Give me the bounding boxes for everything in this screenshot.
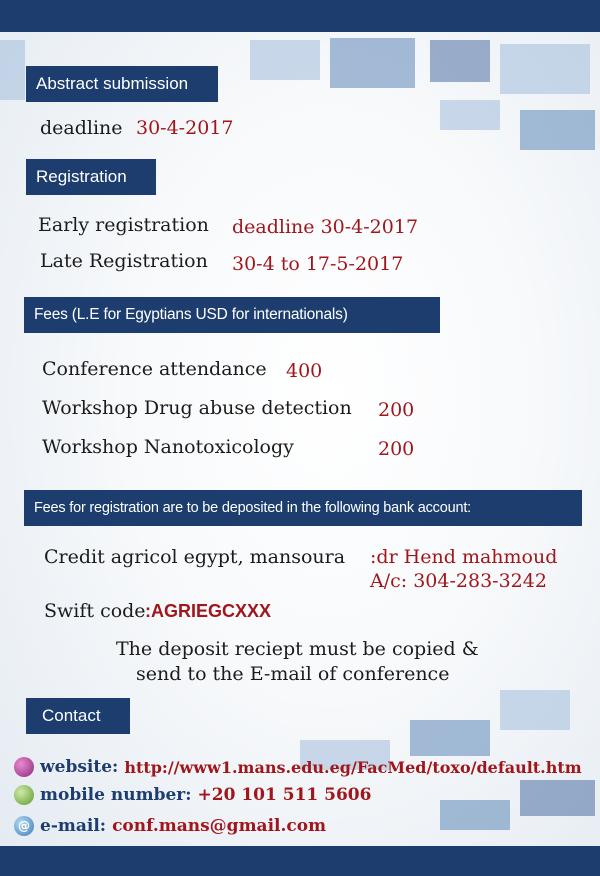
bottom-bar xyxy=(0,846,600,876)
at-icon: @ xyxy=(14,816,34,836)
abstract-header: Abstract submission xyxy=(26,66,218,102)
mobile-label: mobile number: xyxy=(40,785,192,805)
late-registration-value: 30-4 to 17-5-2017 xyxy=(232,253,404,275)
website-label: website: xyxy=(40,757,119,777)
bank-name: Credit agricol egypt, mansoura xyxy=(44,546,346,568)
mobile-row xyxy=(14,783,371,807)
email-row xyxy=(14,814,326,838)
swift-value: :AGRIEGCXXX xyxy=(145,601,272,621)
late-registration-label: Late Registration xyxy=(40,250,208,272)
early-registration-value: deadline 30-4-2017 xyxy=(232,216,419,238)
deposit-note-line1: The deposit reciept must be copied & xyxy=(116,638,479,660)
phone-icon xyxy=(14,785,34,805)
email-link[interactable]: conf.mans@gmail.com xyxy=(112,816,327,836)
fee-value-0: 400 xyxy=(286,360,323,382)
globe-icon xyxy=(14,757,34,777)
early-registration-label: Early registration xyxy=(38,214,209,236)
account-holder: :dr Hend mahmoud xyxy=(370,546,558,568)
fee-label-0: Conference attendance xyxy=(42,358,267,380)
fee-label-2: Workshop Nanotoxicology xyxy=(42,436,294,458)
account-number: A/c: 304-283-3242 xyxy=(370,570,547,592)
fees-header: Fees (L.E for Egyptians USD for internationals) xyxy=(24,297,440,333)
email-label: e-mail: xyxy=(40,816,107,836)
abstract-deadline-date: 30-4-2017 xyxy=(136,117,234,139)
website-row xyxy=(14,755,582,779)
fee-value-2: 200 xyxy=(378,438,415,460)
top-bar xyxy=(0,0,600,32)
bank-header: Fees for registration are to be deposited in the following bank account: xyxy=(24,490,582,526)
registration-header: Registration xyxy=(26,159,156,195)
fee-value-1: 200 xyxy=(378,399,415,421)
contact-header: Contact xyxy=(26,698,130,734)
fee-label-1: Workshop Drug abuse detection xyxy=(42,397,352,419)
deposit-note-line2: send to the E-mail of conference xyxy=(136,663,450,685)
abstract-deadline-label: deadline xyxy=(40,117,123,139)
swift-label: Swift code xyxy=(44,600,146,622)
website-link[interactable]: http://www1.mans.edu.eg/FacMed/toxo/default.htm xyxy=(124,757,582,777)
mobile-number: +20 101 511 5606 xyxy=(197,785,372,805)
